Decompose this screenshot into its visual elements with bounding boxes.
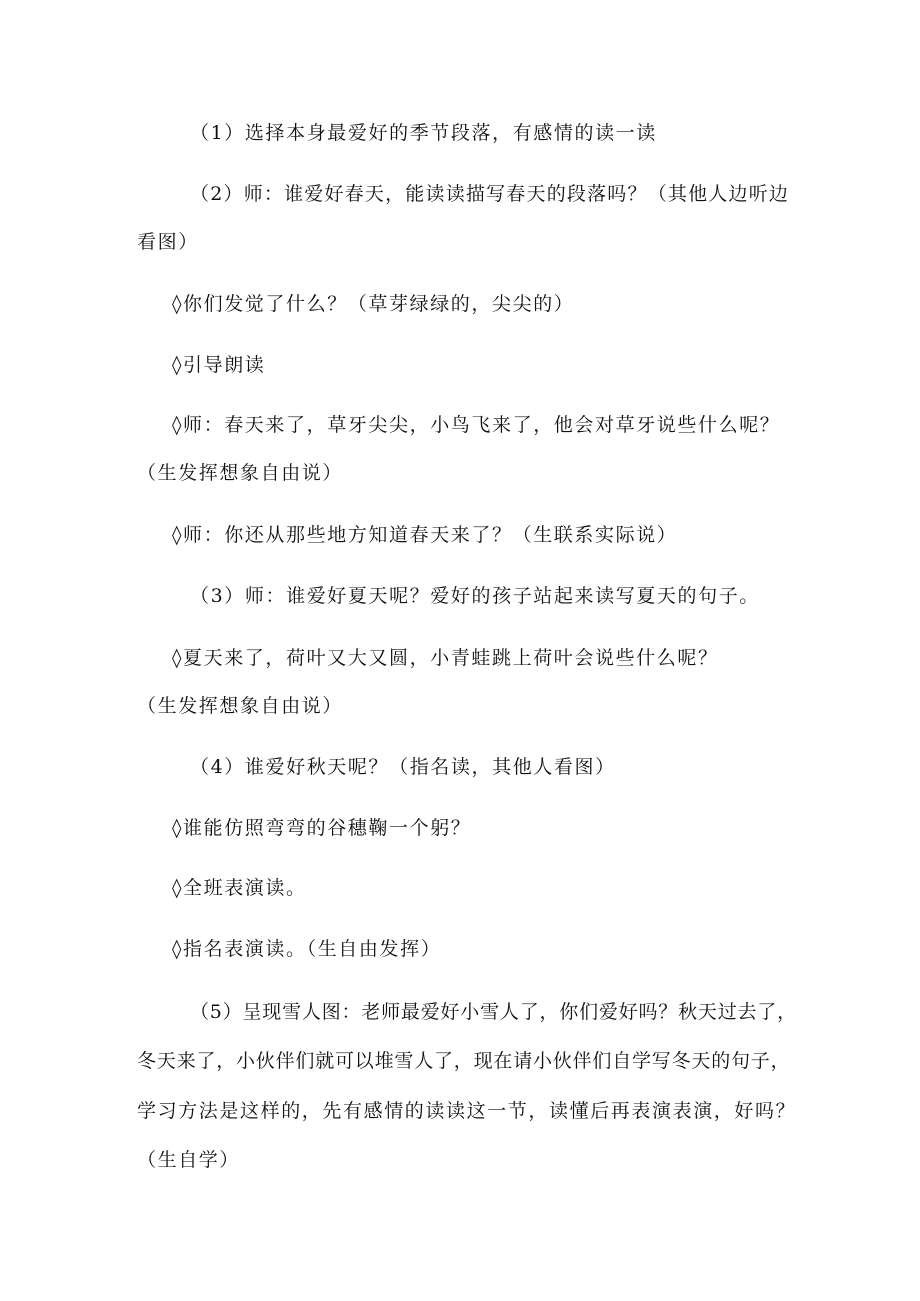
paragraph-3-text: （3）师：谁爱好夏天呢？爱好的孩子站起来读写夏天的句子。 [190,585,760,607]
bullet-spring-bird-continued: （生发挥想象自由说） [137,462,344,484]
bullet-bow: ◊谁能仿照弯弯的谷穗鞠一个躬？ [172,817,472,839]
bullet-summer-frog-continued: （生发挥想象自由说） [137,695,344,717]
bullet-class-performance: ◊全班表演读。 [172,877,307,899]
paragraph-5-text: （5）呈现雪人图：老师最爱好小雪人了，你们爱好吗？秋天过去了， [190,1001,797,1023]
paragraph-4-text: （4）谁爱好秋天呢？（指名读，其他人看图） [190,756,616,778]
paragraph-2-text: （2）师：谁爱好春天，能读读描写春天的段落吗？（其他人边听边 [190,183,790,205]
paragraph-5-line-3: 学习方法是这样的，先有感情的读读这一节，读懂后再表演表演，好吗？ [137,1100,797,1122]
paragraph-2-continued: 看图） [137,231,199,253]
bullet-spring-signs: ◊师：你还从那些地方知道春天来了？（生联系实际说） [172,524,678,546]
paragraph-1-text: （1）选择本身最爱好的季节段落，有感情的读一读 [190,122,657,144]
bullet-guided-reading: ◊引导朗读 [172,354,266,376]
bullet-discovery: ◊你们发觉了什么？（草芽绿绿的，尖尖的） [172,293,575,315]
bullet-summer-frog: ◊夏天来了，荷叶又大又圆，小青蛙跳上荷叶会说些什么呢？ [172,647,719,669]
paragraph-5-line-2: 冬天来了，小伙伴们就可以堆雪人了，现在请小伙伴们自学写冬天的句子， [137,1050,791,1072]
paragraph-5-line-4: （生自学） [137,1149,241,1171]
bullet-named-performance: ◊指名表演读。（生自由发挥） [172,938,442,960]
bullet-spring-bird: ◊师：春天来了，草牙尖尖，小鸟飞来了，他会对草牙说些什么呢？ [172,414,781,436]
